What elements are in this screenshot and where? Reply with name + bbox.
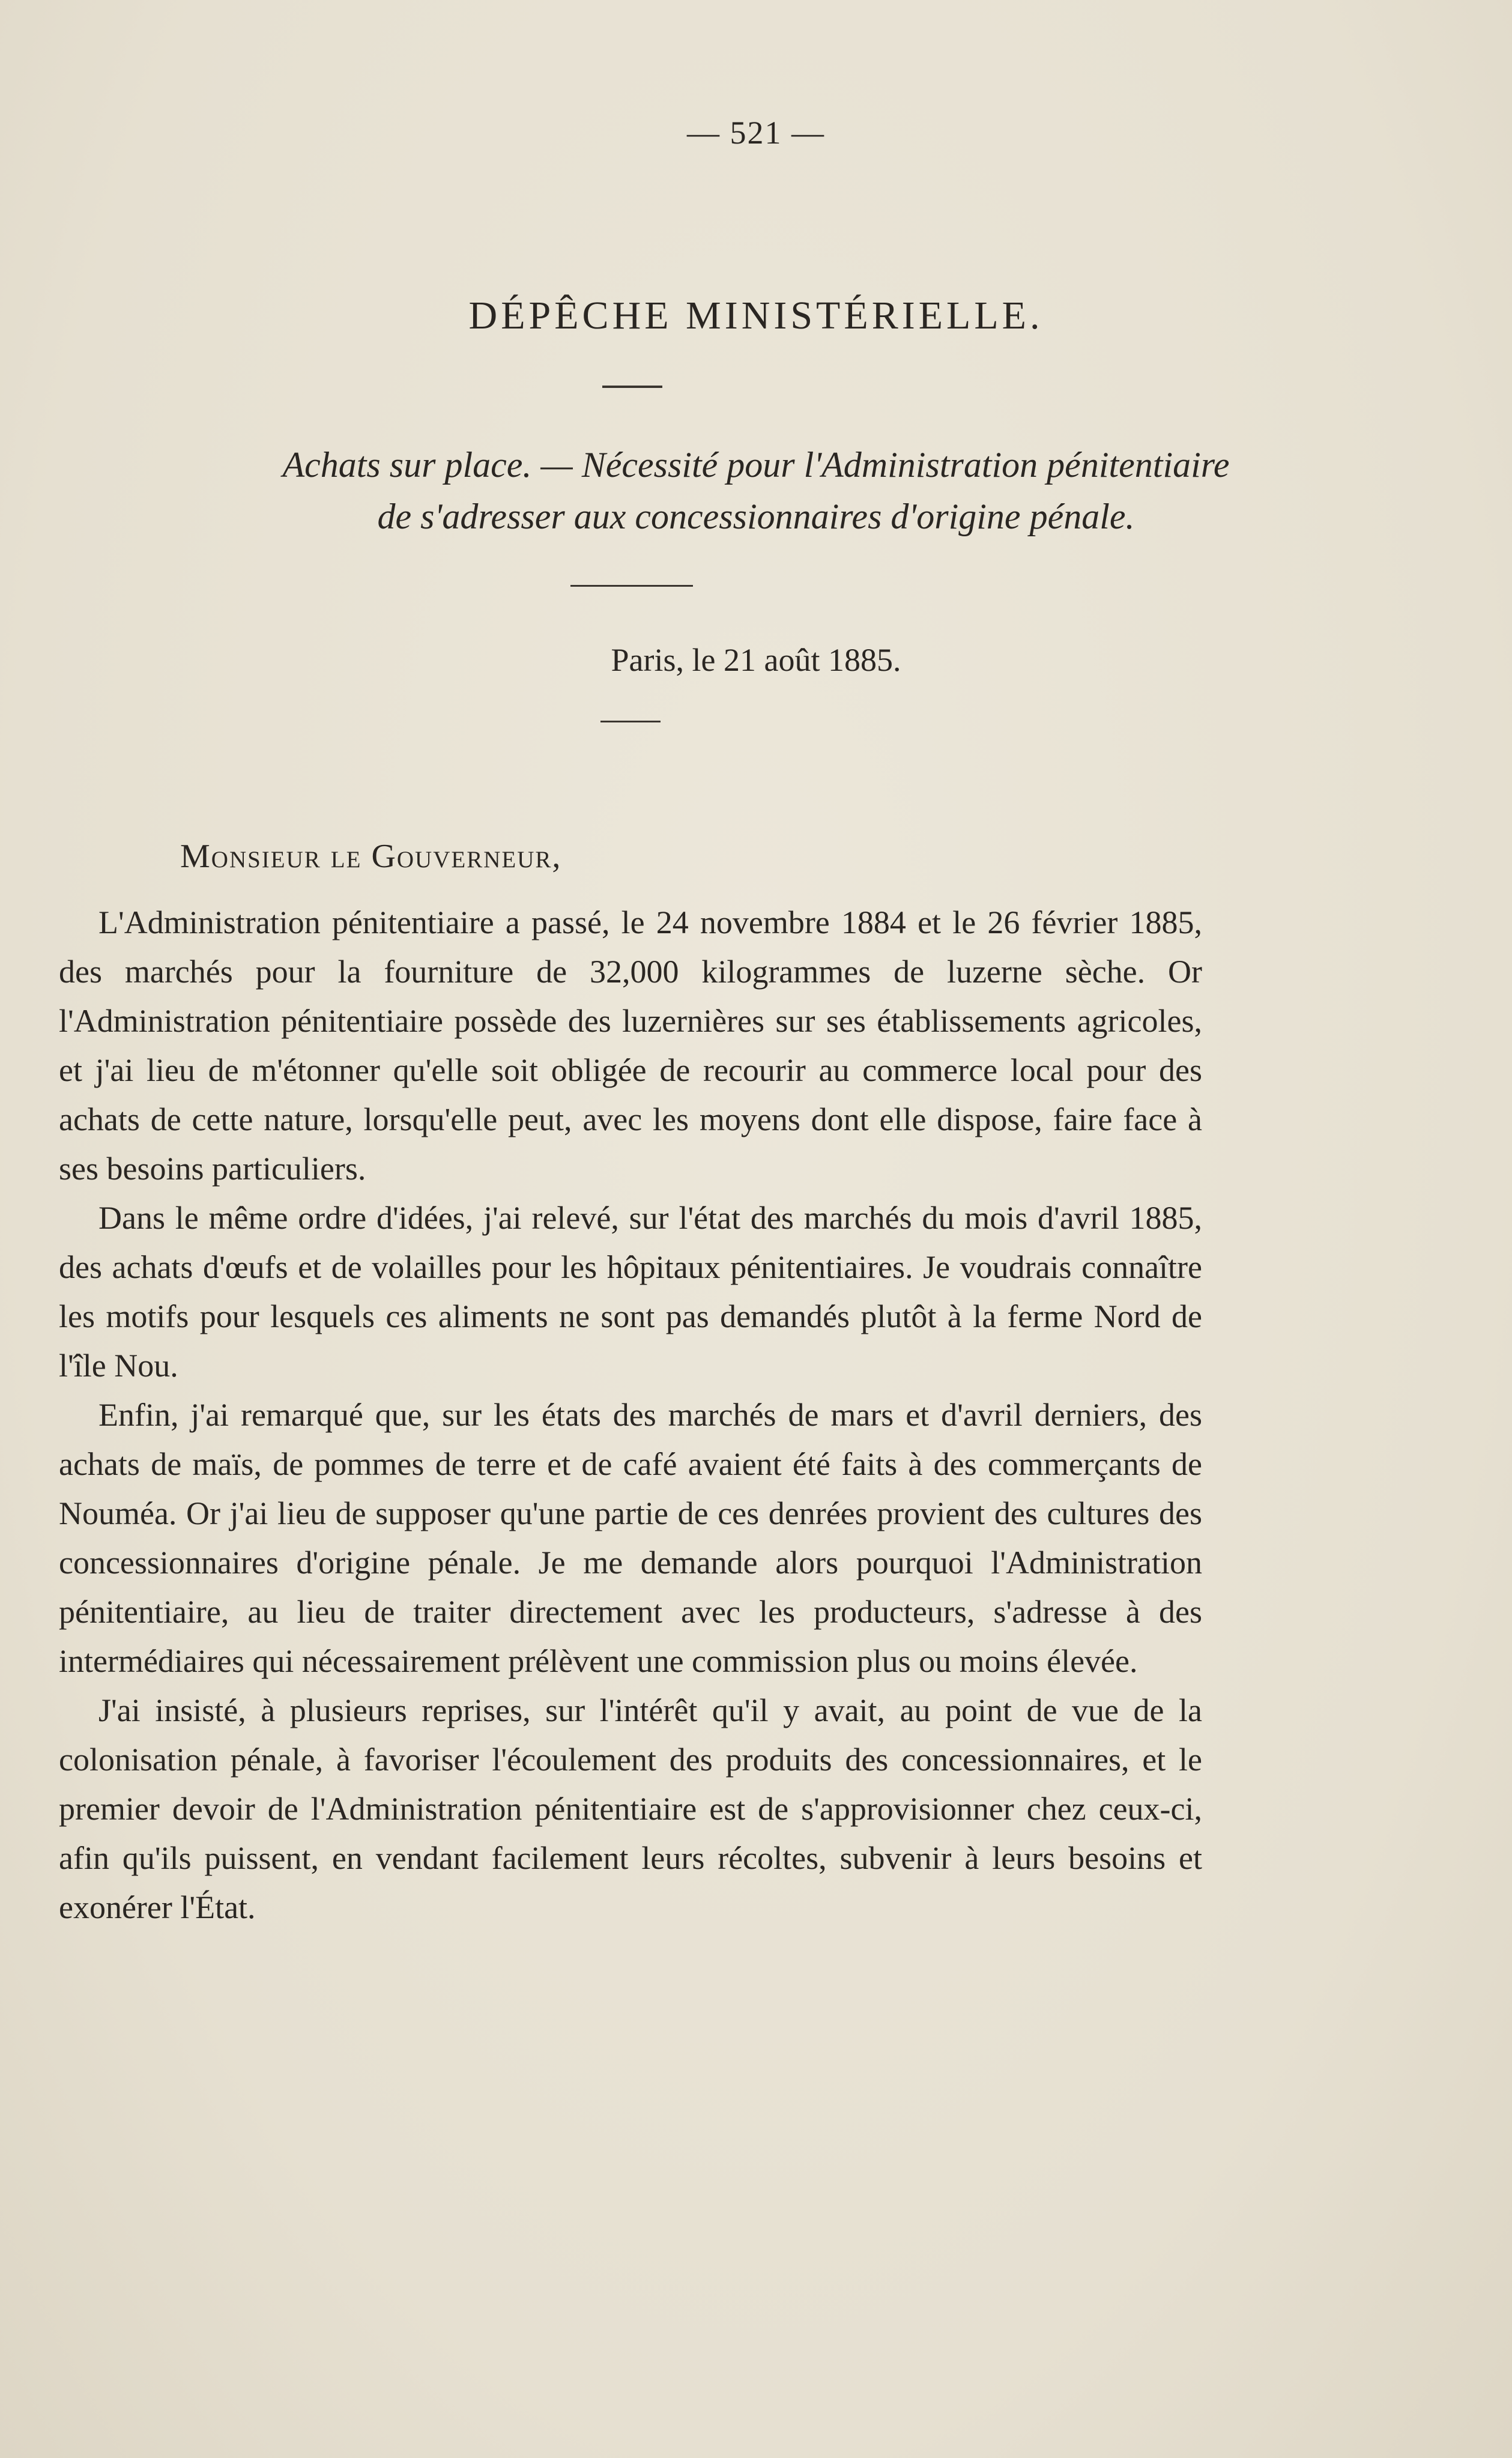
title-divider <box>602 386 662 388</box>
salutation: Monsieur le Gouverneur, <box>180 838 562 875</box>
body-paragraph: L'Administration pénitentiaire a passé, le 24 novembre 1884 et le 26 février 1885, des marchés pour la fourniture de 32,000 kilogrammes de luzerne sèche. Or l'Administration pénitentiaire possède des luzernières sur ses établissements agricoles, et j'ai lieu de m'étonner qu'elle soit obligée de recourir au commerce local pour des achats de cette nature, lorsqu'elle peut, avec les moyens dont elle dispose, faire face à ses besoins particuliers. <box>59 904 1202 1187</box>
body-paragraph: Enfin, j'ai remarqué que, sur les états des marchés de mars et d'avril derniers, des achats de maïs, de pommes de terre et de café avaient été faits à des commerçants de Nouméa. Or j'ai lieu de supposer qu'une partie de ces denrées provient des cultures des concessionnaires d'origine pénale. Je me demande alors pourquoi l'Administration pénitentiaire, au lieu de traiter directement avec les producteurs, s'adresse à des intermédiaires qui nécessairement prélèvent une commission plus ou moins élevée. <box>59 1397 1202 1679</box>
body-paragraph: J'ai insisté, à plusieurs reprises, sur l'intérêt qu'il y avait, au point de vue de la colonisation pénale, à favoriser l'écoulement des produits des concessionnaires, et le premier devoir de l'Administration pénitentiaire est de s'approvisionner chez ceux-ci, afin qu'ils puissent, en vendant facilement leurs récoltes, subvenir à leurs besoins et exonérer l'État. <box>59 1692 1202 1925</box>
dateline-divider <box>600 721 661 722</box>
page-number: — 521 — <box>687 115 825 151</box>
subject-line-2: de s'adresser aux concessionnaires d'origine pénale. <box>377 497 1135 536</box>
subject-divider <box>570 585 693 587</box>
subject-line-1: Achats sur place. — Nécessité pour l'Administration pénitentiaire <box>282 445 1230 485</box>
letter-body <box>59 898 1202 1932</box>
dateline: Paris, le 21 août 1885. <box>611 642 901 678</box>
body-paragraph: Dans le même ordre d'idées, j'ai relevé, sur l'état des marchés du mois d'avril 1885, des achats d'œufs et de volailles pour les hôpitaux pénitentiaires. Je voudrais connaître les motifs pour lesquels ces aliments ne sont pas demandés plutôt à la ferme Nord de l'île Nou. <box>59 1200 1202 1384</box>
document-title: DÉPÊCHE MINISTÉRIELLE. <box>468 294 1044 338</box>
